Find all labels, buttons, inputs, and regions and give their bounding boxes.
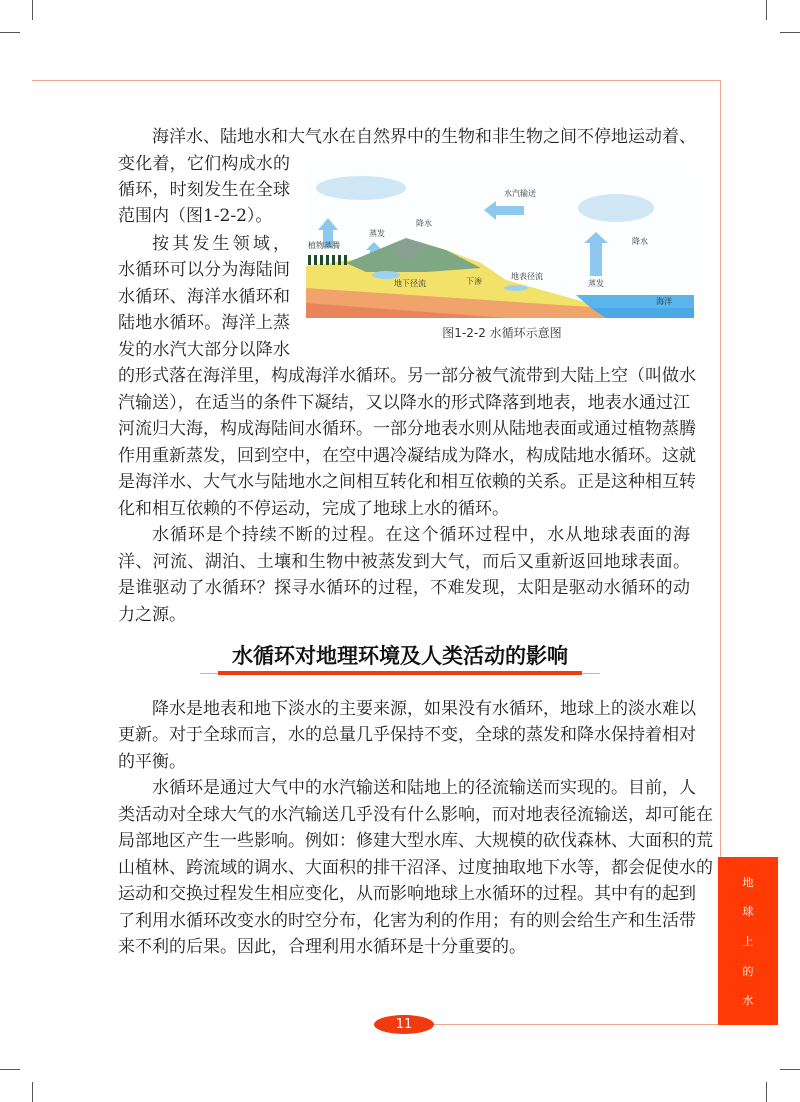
body-line: 河流归大海，构成海陆间水循环。一部分地表水则从陆地表面或通过植物蒸腾 [118, 419, 696, 439]
section-heading: 水循环对地理环境及人类活动的影响 [232, 644, 568, 668]
body-line: 水循环是个持续不断的过程。在这个循环过程中，水从地球表面的海 [152, 525, 690, 545]
page-frame-right [720, 80, 721, 857]
body-line: 是谁驱动了水循环？探寻水循环的过程，不难发现，太阳是驱动水循环的动 [118, 578, 690, 598]
body-line: 作用重新蒸发，回到空中，在空中遇冷凝结成为降水，构成陆地水循环。这就 [118, 446, 696, 466]
page-number: 11 [374, 1015, 434, 1034]
body-line: 变化着，它们构成水的 [118, 154, 290, 174]
label-evaporation-land: 蒸发 [369, 229, 385, 238]
crop-mark [780, 32, 800, 33]
label-vapor-transport: 水汽输送 [504, 189, 536, 198]
body-line: 力之源。 [118, 605, 186, 625]
label-ocean: 海洋 [656, 297, 672, 306]
crop-mark [780, 1069, 800, 1070]
body-line: 海洋水、陆地水和大气水在自然界中的生物和非生物之间不停地运动着、 [152, 127, 696, 147]
crop-mark [32, 0, 33, 20]
body-line: 陆地水循环。海洋上蒸 [118, 313, 290, 333]
body-line: 局部地区产生一些影响。例如：修建大型水库、大规模的砍伐森林、大面积的荒 [118, 831, 713, 851]
heading-underline [218, 671, 582, 675]
label-infiltration: 下渗 [466, 277, 482, 286]
chapter-side-tab [718, 857, 778, 1025]
crop-mark [0, 32, 20, 33]
body-line: 洋、河流、湖泊、土壤和生物中被蒸发到大气，而后又重新返回地球表面。 [118, 552, 690, 572]
cloud-icon [578, 194, 654, 222]
label-precipitation-land: 降水 [416, 219, 432, 228]
cloud-icon [316, 176, 406, 200]
side-tab-char: 水 [742, 994, 754, 1008]
crop-mark [766, 0, 767, 20]
body-line: 更新。对于全球而言，水的总量几乎保持不变，全球的蒸发和降水保持着相对 [118, 725, 696, 745]
label-precipitation-sea: 降水 [632, 237, 648, 246]
ocean [591, 308, 694, 318]
body-line: 发的水汽大部分以降水 [118, 340, 290, 360]
body-line: 山植林、跨流域的调水、大面积的排干沼泽、过度抽取地下水等，都会促使水的 [118, 858, 713, 878]
side-tab-char: 球 [742, 905, 754, 919]
crop-mark [0, 1069, 20, 1070]
page-frame-top [32, 80, 721, 81]
body-line: 按其发生领域， [152, 234, 290, 254]
body-line: 水循环是通过大气中的水汽输送和陆地上的径流输送而实现的。目前，人 [152, 778, 696, 798]
crop-mark [766, 1082, 767, 1102]
body-line: 来不利的后果。因此，合理利用水循环是十分重要的。 [118, 937, 526, 957]
side-tab-char: 的 [742, 964, 754, 978]
body-line: 水循环、海洋水循环和 [118, 287, 290, 307]
crop-mark [32, 1082, 33, 1102]
body-line: 范围内（图1-2-2）。 [118, 206, 273, 226]
body-line: 化和相互依赖的不停运动，完成了地球上水的循环。 [118, 499, 509, 519]
body-line: 的形式落在海洋里，构成海洋水循环。另一部分被气流带到大陆上空（叫做水 [118, 366, 696, 386]
figure-caption: 图1-2-2 水循环示意图 [442, 326, 562, 340]
body-line: 汽输送），在适当的条件下凝结，又以降水的形式降落到地表，地表水通过江 [118, 393, 690, 413]
body-line: 降水是地表和地下淡水的主要来源，如果没有水循环，地球上的淡水难以 [152, 699, 696, 719]
page-frame-bottom [430, 1024, 720, 1025]
side-tab-char: 上 [742, 934, 754, 948]
label-groundwater: 地下径流 [394, 279, 426, 288]
body-line: 循环，时刻发生在全球 [118, 180, 290, 200]
body-line: 类活动对全球大气的水汽输送几乎没有什么影响，而对地表径流输送，却可能在 [118, 805, 713, 825]
side-tab-char: 地 [742, 875, 754, 889]
body-line: 运动和交换过程发生相应变化，从而影响地球上水循环的过程。其中有的起到 [118, 884, 696, 904]
label-transpiration: 植物蒸腾 [308, 241, 340, 250]
body-line: 了利用水循环改变水的时空分布，化害为利的作用；有的则会给生产和生活带 [118, 911, 696, 931]
body-line: 水循环可以分为海陆间 [118, 260, 290, 280]
label-surface-runoff: 地表径流 [511, 272, 543, 281]
body-line: 是海洋水、大气水与陆地水之间相互转化和相互依赖的关系。正是这种相互转 [118, 472, 696, 492]
body-line: 的平衡。 [118, 752, 186, 772]
water-cycle-diagram [306, 168, 698, 318]
label-evaporation-sea: 蒸发 [588, 279, 604, 288]
